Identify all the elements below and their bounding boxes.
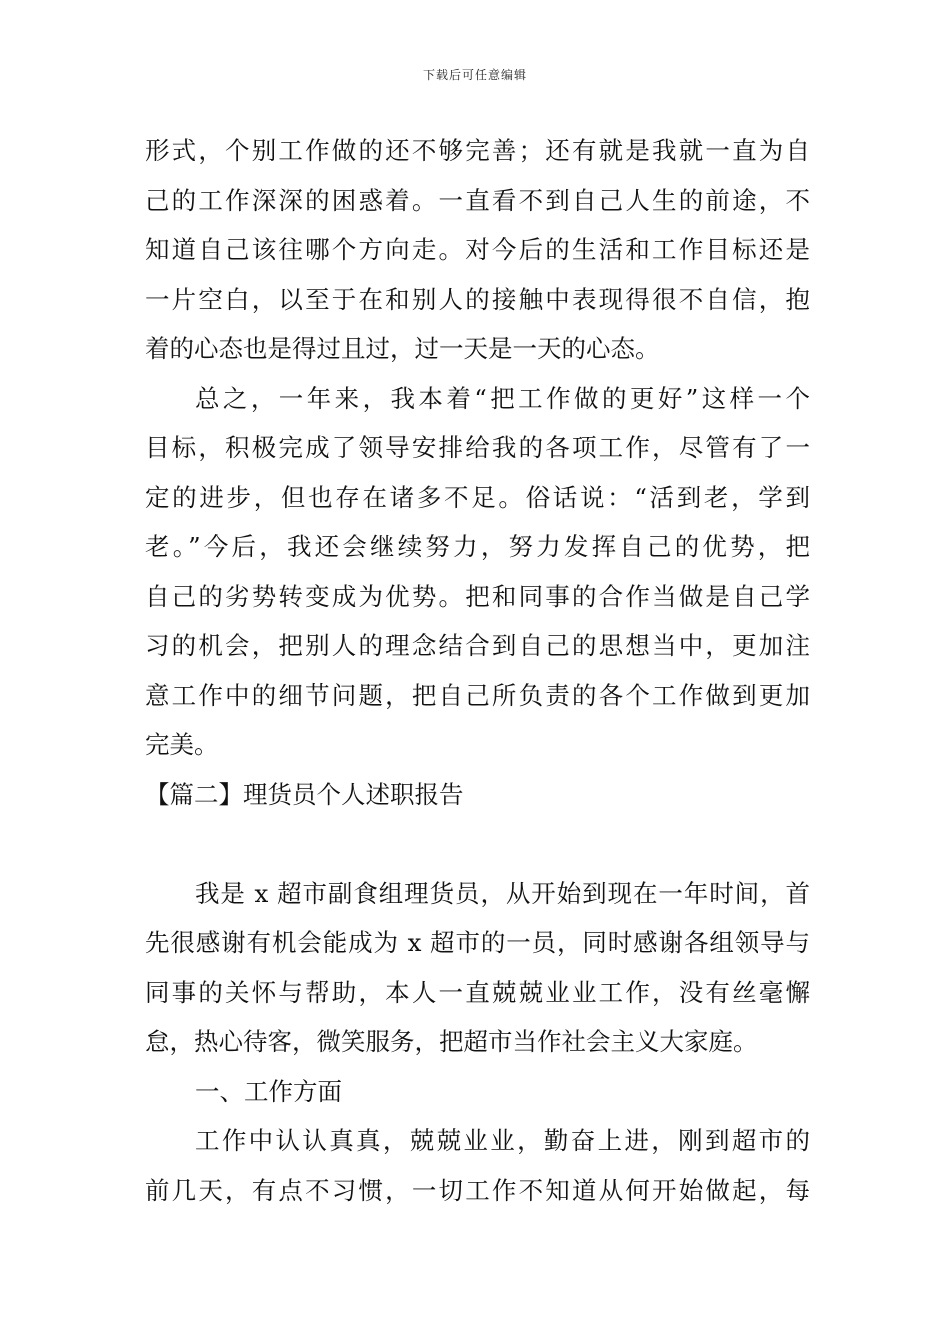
text-line: 老。”今后，我还会继续努力，努力发挥自己的优势，把	[145, 532, 810, 561]
text-line: 知道自己该往哪个方向走。对今后的生活和工作目标还是	[145, 235, 810, 264]
paragraph-2	[145, 374, 810, 770]
text-line: 己的工作深深的困惑着。一直看不到自己人生的前途，不	[145, 185, 810, 215]
paragraph-3	[145, 869, 810, 1067]
text-line: 一片空白，以至于在和别人的接触中表现得很不自信，抱	[145, 284, 810, 314]
text-line: 同事的关怀与帮助，本人一直兢兢业业工作，没有丝毫懈	[145, 977, 810, 1007]
document-body	[145, 126, 810, 1215]
paragraph-1	[145, 126, 810, 374]
blank-line	[145, 819, 810, 869]
text-line: 前几天，有点不习惯，一切工作不知道从何开始做起，每	[145, 1175, 810, 1205]
text-line: 怠，热心待客，微笑服务，把超市当作社会主义大家庭。	[145, 1027, 758, 1056]
text-line: 习的机会，把别人的理念结合到自己的思想当中，更加注	[145, 631, 810, 660]
section-title: 【篇二】理货员个人述职报告	[145, 779, 464, 809]
text-line: 完美。	[145, 730, 219, 759]
text-line: 我是 x 超市副食组理货员，从开始到现在一年时间，首	[195, 878, 810, 908]
text-line: 自己的劣势转变成为优势。把和同事的合作当做是自己学	[145, 581, 810, 611]
text-line: 形式，个别工作做的还不够完善；还有就是我就一直为自	[145, 136, 810, 165]
page-header: 下载后可任意编辑	[422, 68, 527, 82]
text-line: 定的进步，但也存在诸多不足。俗话说：“活到老，学到	[145, 482, 810, 512]
text-line: 工作中认认真真，兢兢业业，勤奋上进，刚到超市的	[195, 1126, 810, 1155]
text-line: 着的心态也是得过且过，过一天是一天的心态。	[145, 334, 660, 363]
paragraph-4	[145, 1116, 810, 1215]
text-line: 先很感谢有机会能成为 x 超市的一员，同时感谢各组领导与	[145, 928, 810, 957]
subheading: 一、工作方面	[195, 1076, 342, 1106]
text-line: 意工作中的细节问题，把自己所负责的各个工作做到更加	[145, 680, 810, 710]
text-line: 总之，一年来，我本着“把工作做的更好”这样一个	[195, 383, 810, 413]
text-line: 目标，积极完成了领导安排给我的各项工作，尽管有了一	[145, 433, 810, 462]
